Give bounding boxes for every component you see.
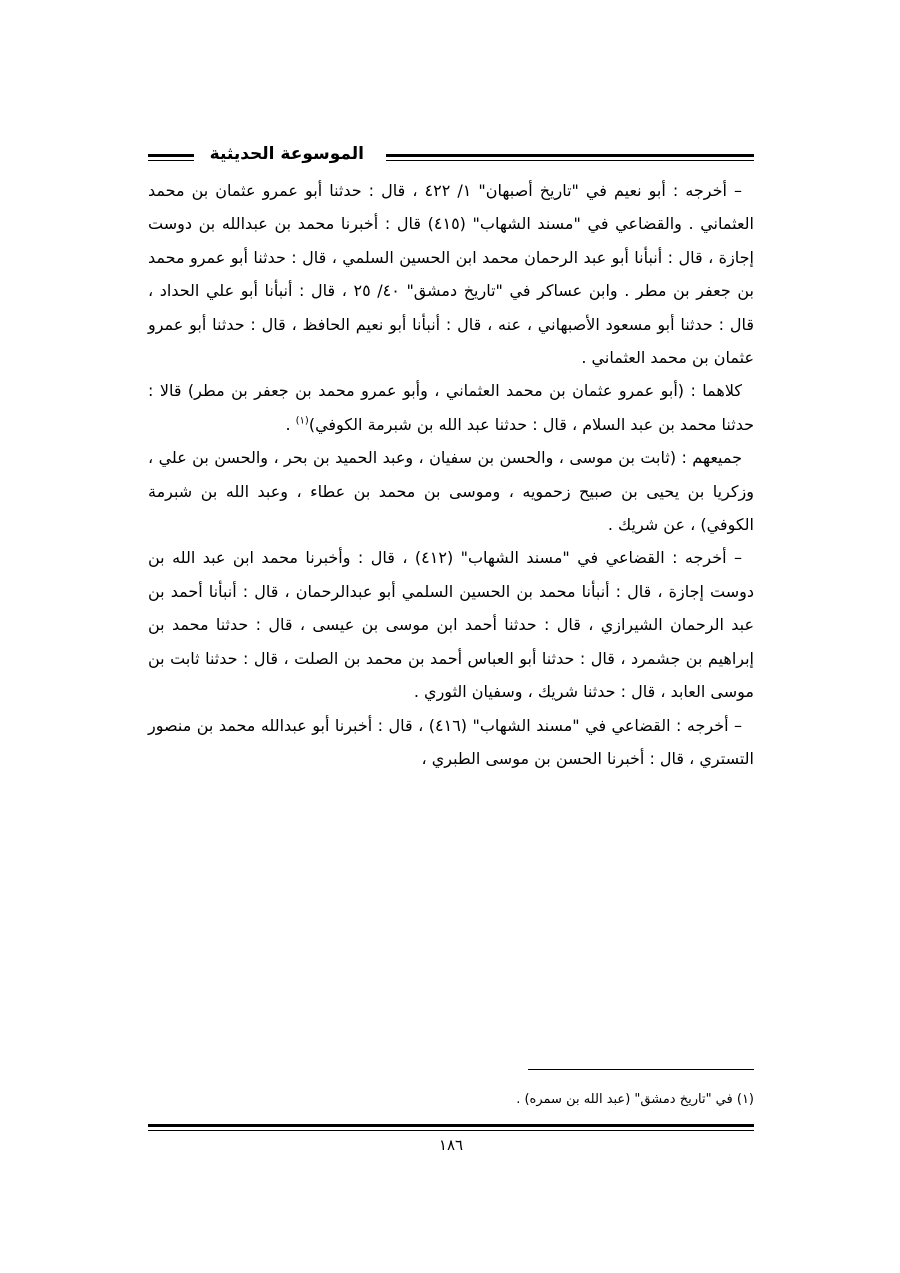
footnote-separator <box>528 1069 754 1070</box>
paragraph-1: – أخرجه : أبو نعيم في "تاريخ أصبهان" ١/ ٤٢٢ ، قال : حدثنا أبو عمرو عثمان بن محمد العثماني . والقضاعي في "مسند الشهاب" (٤١٥) قال : أخبرنا محمد بن عبدالله بن دوست إجازة ، قال : أنبأنا أبو عبد الرحمان محمد ابن الحسين السلمي ، قال : حدثنا أبو عمرو محمد بن جعفر بن مطر . وابن عساكر في "تاريخ دمشق" ٤٠/ ٢٥ ، قال : أنبأنا أبو علي الحداد ، قال : حدثنا أبو مسعود الأصبهاني ، عنه ، قال : أنبأنا أبو نعيم الحافظ ، قال : حدثنا أبو عمرو عثمان بن محمد العثماني . <box>148 181 755 368</box>
document-page <box>148 140 754 1180</box>
page-header <box>148 140 754 170</box>
main-text <box>148 174 754 775</box>
page-number: ١٨٦ <box>438 1136 464 1154</box>
paragraph-2-text: كلاهما : (أبو عمرو عثمان بن محمد العثماني ، وأبو عمرو محمد بن جعفر بن مطر) قالا : حدثنا محمد بن عبد السلام ، قال : حدثنا عبد الله بن شبرمة الكوفي) <box>148 381 754 434</box>
header-rule-right <box>386 154 754 161</box>
footnote-marker: (١) <box>295 415 309 427</box>
paragraph-5: – أخرجه : القضاعي في "مسند الشهاب" (٤١٦) ، قال : أخبرنا أبو عبدالله محمد بن منصور التستري ، قال : أخبرنا الحسن بن موسى الطبري ، <box>148 715 754 768</box>
header-rule-left <box>148 154 194 161</box>
paragraph-2-end: . <box>285 414 296 434</box>
footnote: (١) في "تاريخ دمشق" (عبد الله بن سمره) . <box>516 1092 754 1107</box>
header-title: الموسوعة الحديثية <box>209 144 364 164</box>
paragraph-4: – أخرجه : القضاعي في "مسند الشهاب" (٤١٢) ، قال : وأخبرنا محمد ابن عبد الله بن دوست إجازة ، قال : أنبأنا محمد بن الحسين السلمي أبو عبدالرحمان ، قال : أنبأنا أحمد بن عبد الرحمان الشيرازي ، قال : حدثنا أحمد ابن موسى بن عيسى ، قال : حدثنا محمد بن إبراهيم بن جشمرد ، قال : حدثنا أبو العباس أحمد بن محمد بن الصلت ، قال : حدثنا ثابت بن موسى العابد ، قال : حدثنا شريك ، وسفيان الثوري . <box>148 548 754 702</box>
paragraph-3: جميعهم : (ثابت بن موسى ، والحسن بن سفيان ، وعبد الحميد بن بحر ، والحسن بن علي ، وزكريا بن يحيى بن صبيح زحمويه ، وموسى بن محمد بن عطاء ، وعبد الله بن شبرمة الكوفي) ، عن شريك . <box>148 448 754 535</box>
footer-rule <box>148 1124 754 1131</box>
paragraph-2 <box>148 374 754 441</box>
